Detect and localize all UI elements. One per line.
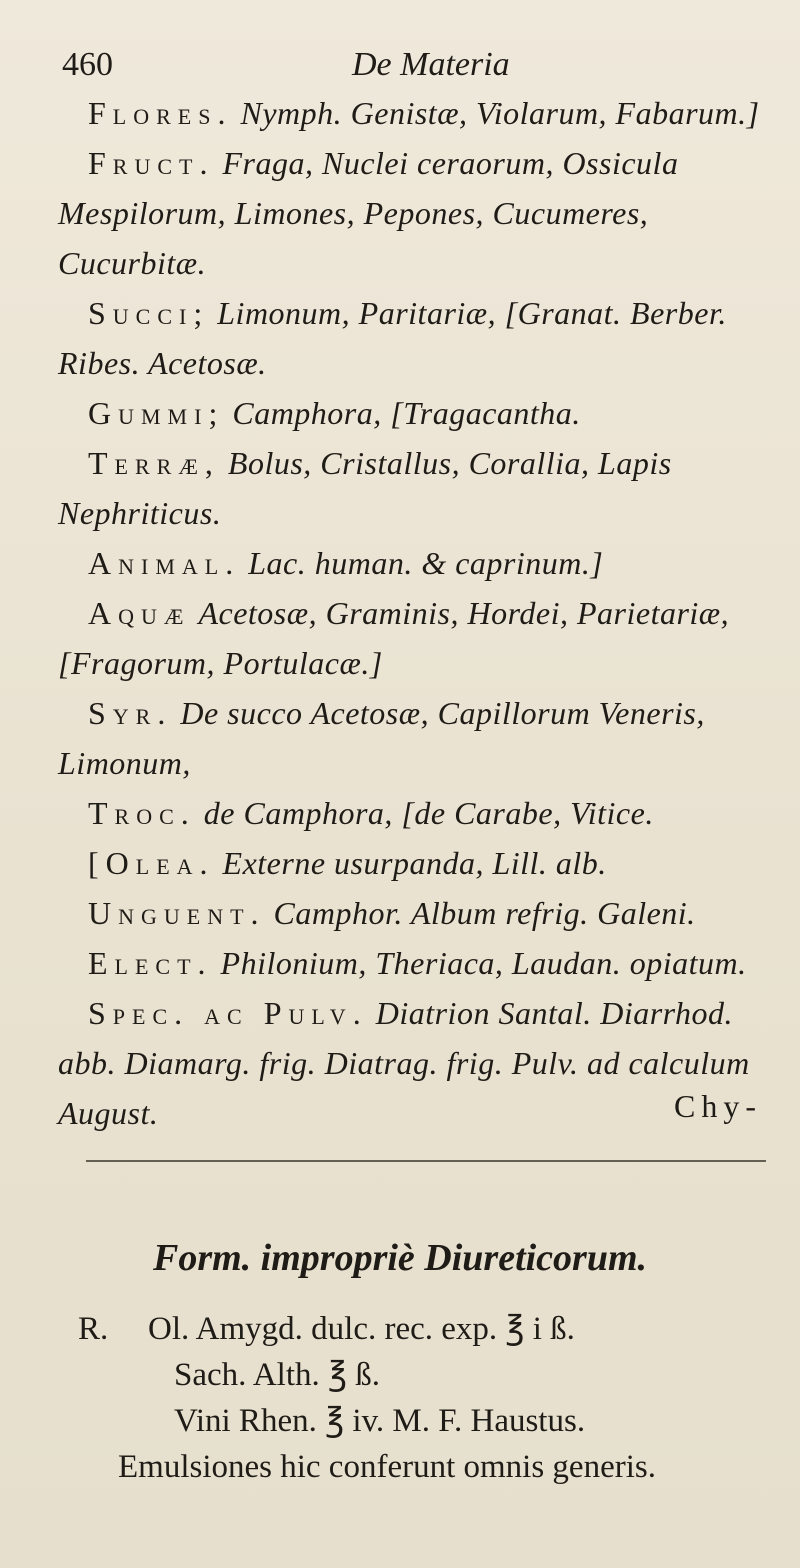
- entry-head: Flores.: [88, 95, 233, 131]
- entry-troc: [58, 788, 784, 838]
- entry-elect: [58, 938, 784, 988]
- prescription-line: [78, 1352, 778, 1398]
- entry-items: Acetosæ, Graminis, Hordei, Parietariæ, [Fragorum, Portulacæ.]: [58, 595, 730, 681]
- prescription: [78, 1306, 778, 1490]
- running-title: De Materia: [352, 46, 510, 83]
- entry-head: Syr.: [88, 695, 173, 731]
- entry-head: Troc.: [88, 795, 196, 831]
- entry-terrae: [58, 438, 784, 538]
- entry-items: Nymph. Genistæ, Violarum, Fabarum.]: [240, 95, 760, 131]
- prescription-text: Ol. Amygd. dulc. rec. exp. ℥ i ß.: [148, 1311, 575, 1347]
- entry-succi: [58, 288, 784, 388]
- entry-items: Bolus, Cristallus, Corallia, Lapis Nephriticus.: [58, 445, 672, 531]
- prescription-text: Emulsiones hic conferunt omnis generis.: [118, 1449, 656, 1485]
- entry-head: Aquæ: [88, 595, 191, 631]
- entry-animal: [58, 538, 784, 588]
- entry-head: Gummi;: [88, 395, 225, 431]
- entry-items: Philonium, Theriaca, Laudan. opiatum.: [220, 945, 747, 981]
- entry-gummi: [58, 388, 784, 438]
- entry-items: Externe usurpanda, Lill. alb.: [222, 845, 607, 881]
- entry-fruct: [58, 138, 784, 288]
- page-number: 460: [62, 46, 113, 83]
- entry-head: [Olea.: [88, 845, 215, 881]
- entry-aquae: [58, 588, 784, 688]
- prescription-line: [78, 1444, 778, 1490]
- entry-items: De succo Acetosæ, Capillorum Veneris, Limonum,: [58, 695, 705, 781]
- prescription-text: Sach. Alth. ℥ ß.: [174, 1357, 381, 1393]
- entry-items: Diatrion Santal. Diarrhod. abb. Diamarg. frig. Diatrag. frig. Pulv. ad calculum August.: [58, 995, 750, 1131]
- prescription-line: [78, 1398, 778, 1444]
- entry-items: Limonum, Paritariæ, [Granat. Berber. Ribes. Acetosæ.: [58, 295, 727, 381]
- section-divider: [86, 1160, 766, 1162]
- entry-unguent: [58, 888, 784, 938]
- recipe-symbol: R.: [78, 1311, 109, 1347]
- entry-head: Terræ,: [88, 445, 220, 481]
- catchword: Chy-: [674, 1088, 762, 1124]
- entry-head: Succi;: [88, 295, 210, 331]
- entry-items: Fraga, Nuclei ceraorum, Ossicula Mespilorum, Limones, Pepones, Cucumeres, Cucurbitæ.: [58, 145, 679, 281]
- prescription-line: [78, 1306, 778, 1352]
- entry-items: de Camphora, [de Carabe, Vitice.: [203, 795, 654, 831]
- entry-head: Fruct.: [88, 145, 215, 181]
- entry-head: Spec. ac Pulv.: [88, 995, 368, 1031]
- entry-head: Unguent.: [88, 895, 266, 931]
- entry-items: Camphor. Album refrig. Galeni.: [273, 895, 696, 931]
- entry-flores: [58, 88, 784, 138]
- entry-syr: [58, 688, 784, 788]
- entry-items: Camphora, [Tragacantha.: [232, 395, 581, 431]
- entry-olea: [58, 838, 784, 888]
- formula-title: Form. impropriè Diureticorum.: [152, 1237, 648, 1279]
- prescription-text: Vini Rhen. ℥ iv. M. F. Haustus.: [174, 1403, 586, 1439]
- page-header: [62, 46, 760, 90]
- entry-items: Lac. human. & caprinum.]: [248, 545, 604, 581]
- entry-head: Animal.: [88, 545, 241, 581]
- entry-head: Elect.: [88, 945, 213, 981]
- materia-entries: [58, 88, 784, 1138]
